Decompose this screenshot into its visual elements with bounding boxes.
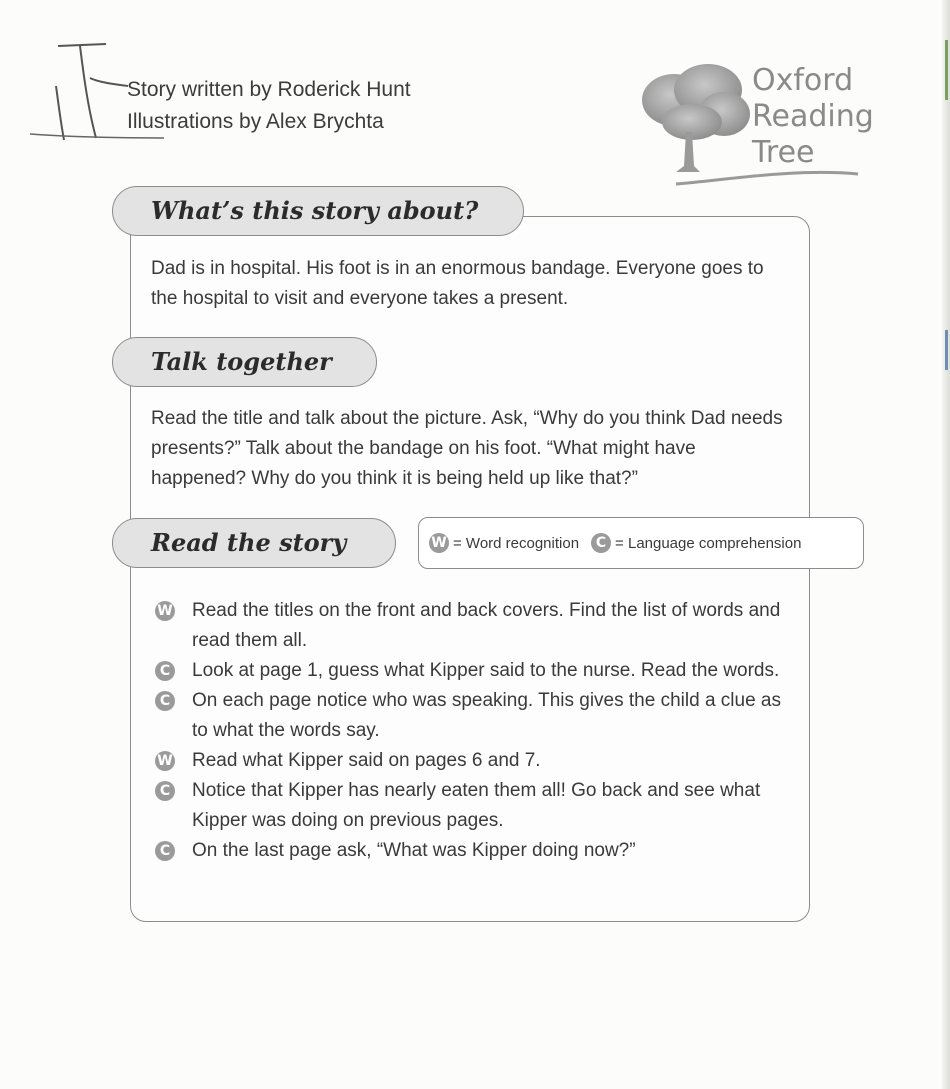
step-badge-icon: W <box>155 751 175 771</box>
list-item: C On the last page ask, “What was Kipper doing now?” <box>148 836 788 866</box>
list-item: W Read the titles on the front and back covers. Find the list of words and read them all. <box>148 596 788 656</box>
reading-steps-list <box>148 596 788 866</box>
step-badge-icon: C <box>155 841 175 861</box>
language-comprehension-label: = Language comprehension <box>615 534 802 552</box>
list-item: W Read what Kipper said on pages 6 and 7. <box>148 746 788 776</box>
oxford-reading-tree-logo-text: Oxford Reading Tree <box>752 63 874 170</box>
step-badge-icon: C <box>155 691 175 711</box>
credits <box>127 74 411 138</box>
list-item: C Notice that Kipper has nearly eaten them all! Go back and see what Kipper was doing on previous pages. <box>148 776 788 836</box>
language-comprehension-badge-icon: C <box>591 533 611 553</box>
talk-heading: Talk together <box>112 337 377 387</box>
badge-legend <box>418 517 864 569</box>
illustrator-credit: Illustrations by Alex Brychta <box>127 110 384 133</box>
read-heading: Read the story <box>112 518 396 568</box>
step-badge-icon: W <box>155 601 175 621</box>
about-text: Dad is in hospital. His foot is in an enormous bandage. Everyone goes to the hospital to visit and everyone takes a present. <box>151 258 764 309</box>
list-item: C Look at page 1, guess what Kipper said to the nurse. Read the words. <box>148 656 788 686</box>
step-badge-icon: C <box>155 661 175 681</box>
word-recognition-badge-icon: W <box>429 533 449 553</box>
word-recognition-label: = Word recognition <box>453 534 580 552</box>
talk-text: Read the title and talk about the picture. Ask, “Why do you think Dad needs presents?” Talk about the bandage on his foot. “What might have happened? Why do you think it is being held up like that?” <box>151 408 783 489</box>
step-badge-icon: C <box>155 781 175 801</box>
page-edge <box>942 0 950 1089</box>
about-heading: What’s this story about? <box>112 186 524 236</box>
list-item: C On each page notice who was speaking. This gives the child a clue as to what the words say. <box>148 686 788 746</box>
author-credit: Story written by Roderick Hunt <box>127 78 411 101</box>
